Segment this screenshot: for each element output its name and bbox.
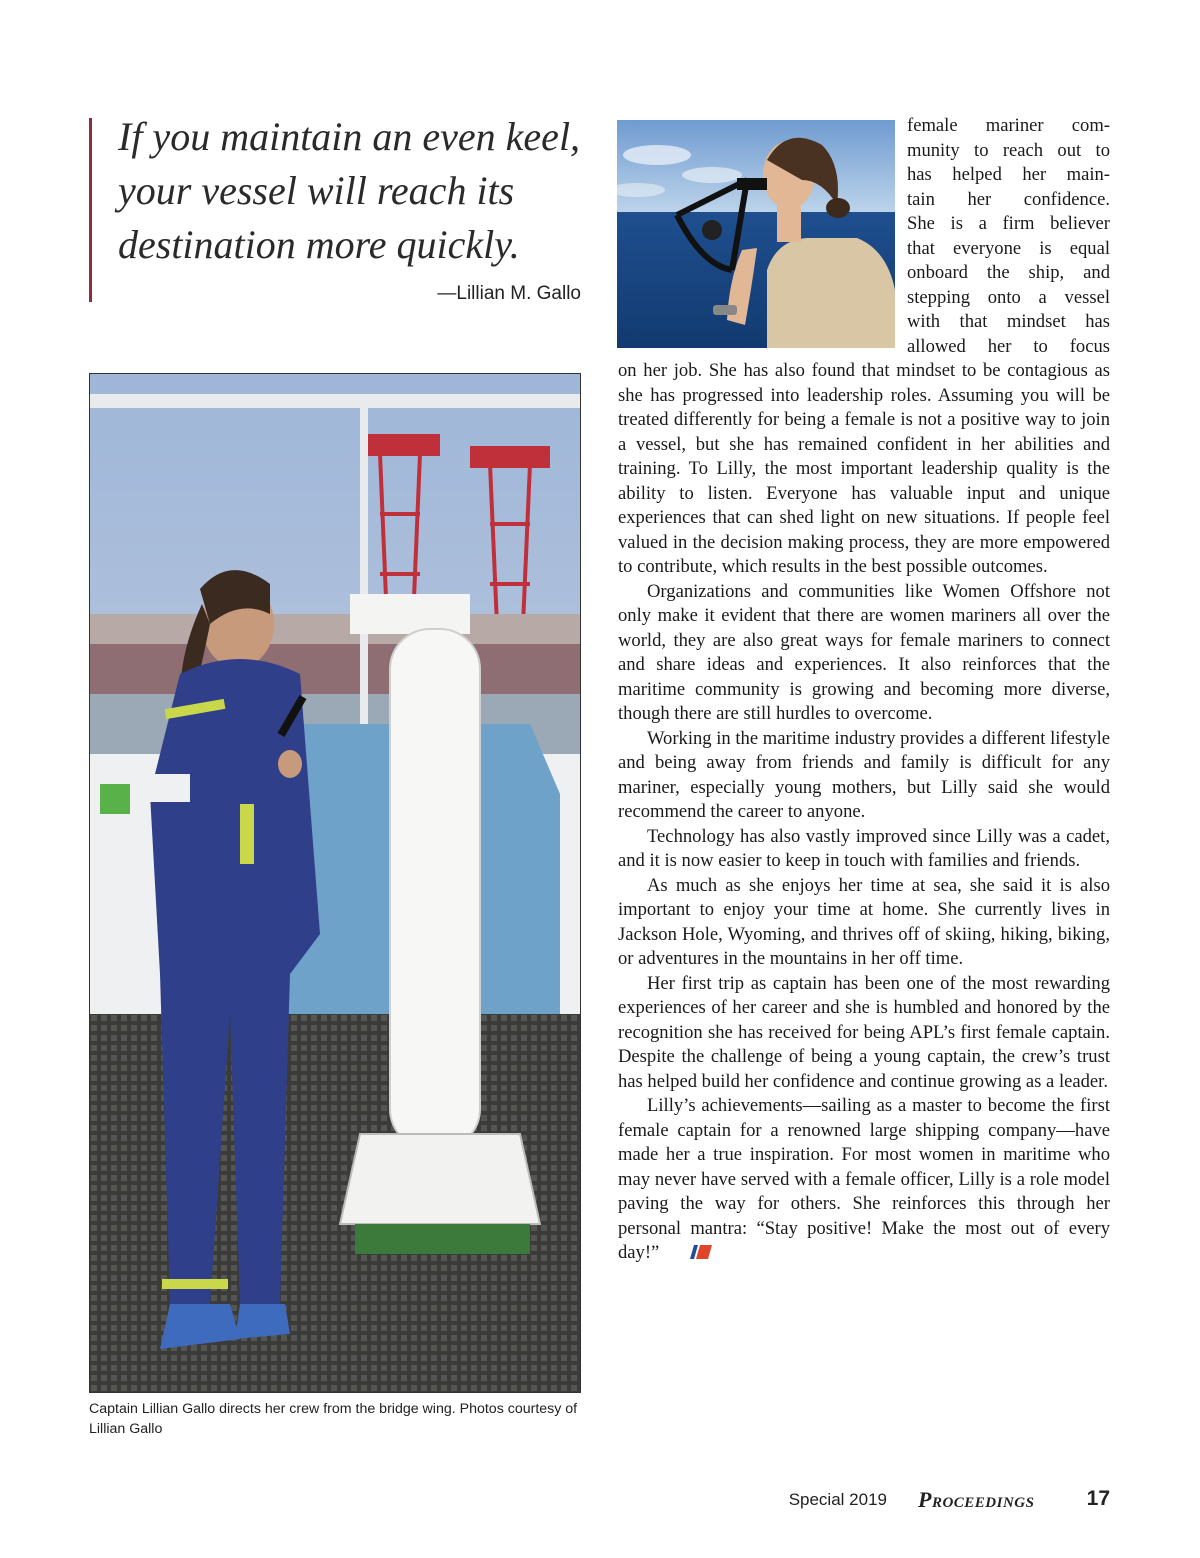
article-paragraph-text: Lilly’s achievements—sailing as a master to become the first female captain for a renowned large shipping company—have made her a true inspiration. For most women in maritime who may never have served with a female officer, Lilly is a role model paving the way for others. She reinforces this through her personal mantra: “Stay positive! Make the most out of every day!” xyxy=(618,1095,1110,1263)
article-paragraph: As much as she enjoys her time at sea, she said it is also important to enjoy your time at home. She currently lives in Jackson Hole, Wyoming, and thrives off of skiing, hiking, biking, or adventures in the mountains in her off time. xyxy=(618,874,1110,969)
sextant-photo xyxy=(617,120,895,348)
pull-quote-bar xyxy=(89,118,92,302)
captain-photo-illustration xyxy=(90,374,580,1392)
article-column xyxy=(618,359,1110,1268)
page-number: 17 xyxy=(1086,1487,1110,1510)
photo-caption: Captain Lillian Gallo directs her crew from the bridge wing. Photos courtesy of Lillian Gallo xyxy=(89,1401,578,1437)
article-paragraph-last xyxy=(618,1094,1110,1268)
wrap-line: has helped her main- xyxy=(907,164,1110,185)
article-paragraph: Technology has also vastly improved since Lilly was a cadet, and it is now easier to keep in touch with families and friends. xyxy=(618,825,1110,871)
page-footer xyxy=(0,1485,1110,1515)
wrap-line: munity to reach out to xyxy=(907,139,1110,161)
captain-photo xyxy=(89,373,581,1393)
end-mark-icon xyxy=(661,1243,712,1268)
footer-issue: Special 2019 xyxy=(788,1490,887,1509)
article-wrap-text xyxy=(907,114,1110,359)
footer-magazine-title: Proceedings xyxy=(918,1487,1035,1512)
wrap-line: with that mindset has xyxy=(907,311,1110,332)
article-paragraph: Her first trip as captain has been one of the most rewarding experiences of her career and she is humbled and honored by the recognition she has received for being APL’s first female captain. Despite the challenge of being a young captain, the crew’s trust has helped build her confidence and continue growing as a leader. xyxy=(618,972,1110,1092)
wrap-line: tain her confidence. xyxy=(907,188,1110,210)
wrap-line: She is a firm believer xyxy=(907,213,1110,234)
article-paragraph: on her job. She has also found that mindset to be contagious as she has progressed into leadership roles. Assuming you will be treated differently for being a female is not a positive way to join a vessel, but she has remained confident in her abilities and training. To Lilly, the most important leadership quality is the ability to listen. Everyone has valuable input and unique experiences that can shed light on new situations. If people feel valued in the decision making process, they are more empowered to contribute, which results in the best possible outcomes. xyxy=(618,360,1110,577)
article-paragraph: Working in the maritime industry provides a different lifestyle and being away from friends and family is difficult for any mariner, especially young mothers, but Lilly said she would recommend the career to anyone. xyxy=(618,727,1110,822)
wrap-line: allowed her to focus xyxy=(907,335,1110,357)
article-paragraph: Organizations and communities like Women Offshore not only make it evident that there are women mariners all over the world, they are also great ways for female mariners to connect and share ideas and experiences. It also reinforces that the maritime community is growing and becoming more diverse, though there are still hurdles to overcome. xyxy=(618,580,1110,724)
pull-quote-attribution: —Lillian M. Gallo xyxy=(437,283,581,304)
sextant-photo-illustration xyxy=(617,120,895,348)
wrap-line: onboard the ship, and xyxy=(907,262,1110,283)
wrap-line: that everyone is equal xyxy=(907,237,1110,259)
pull-quote: If you maintain an even keel, your vessel will reach its destination more quickly. xyxy=(118,114,581,267)
wrap-line: stepping onto a vessel xyxy=(907,286,1110,308)
wrap-line: female mariner com- xyxy=(907,115,1110,136)
